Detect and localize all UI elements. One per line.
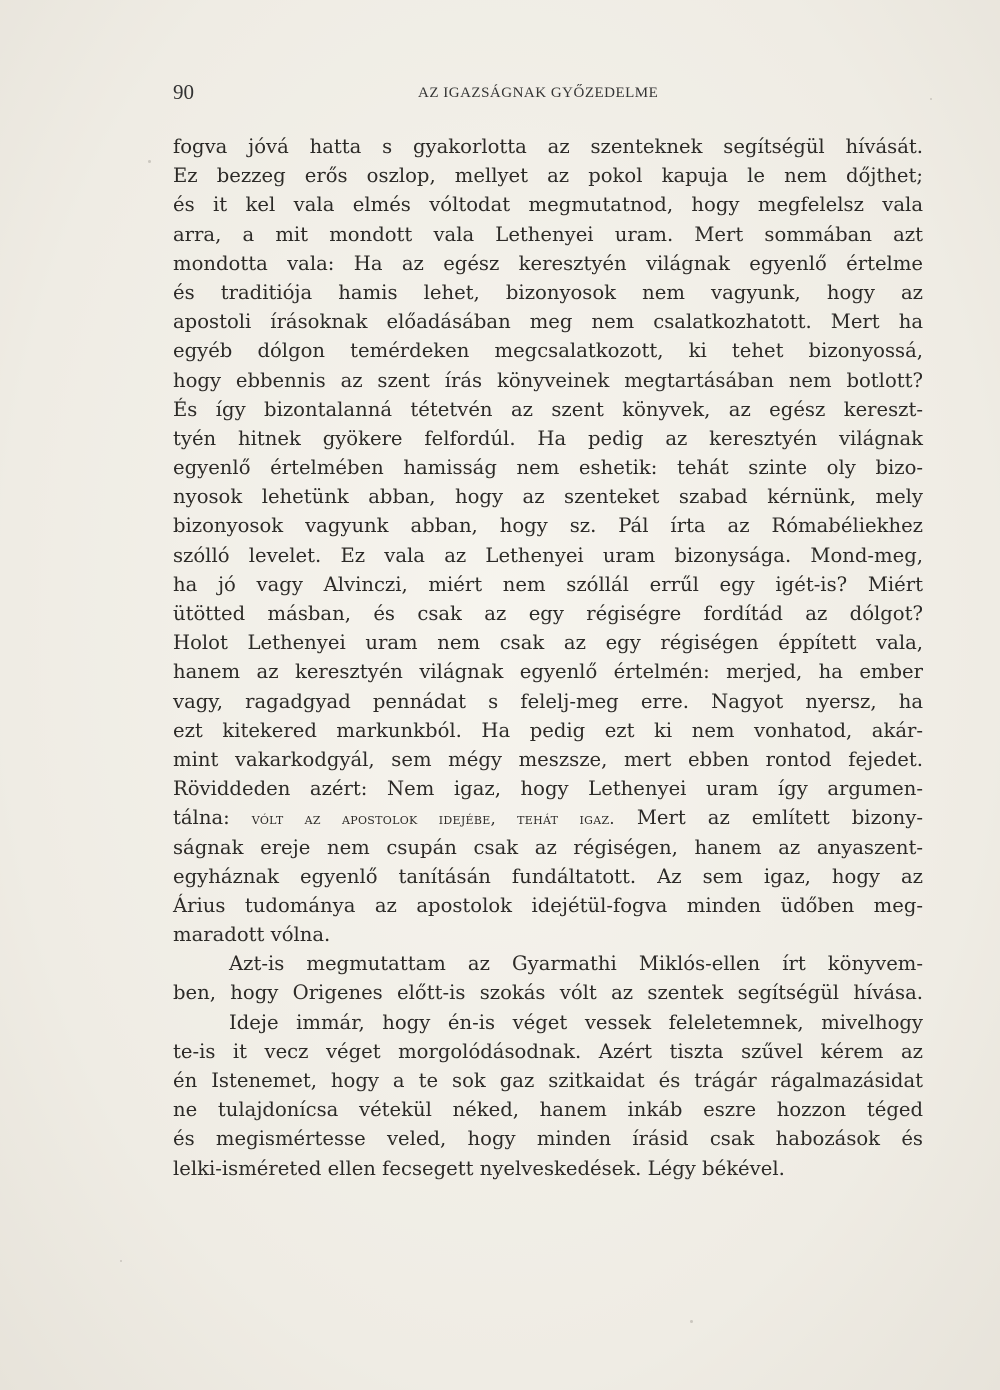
text-line: Ez bezzeg erős oszlop, mellyet az pokol kapuja le nem dőjthet; xyxy=(173,164,923,188)
text-line xyxy=(173,803,923,832)
text-line: arra, a mit mondott vala Lethenyei uram. Mert sommában azt xyxy=(173,222,923,246)
page-number: 90 xyxy=(173,80,194,104)
text-line: vagy, ragadgyad pennádat s felelj-meg erre. Nagyot nyersz, ha xyxy=(173,689,923,713)
text-line: ha jó vagy Alvinczi, miért nem szóllál errűl egy igét-is? Miért xyxy=(173,572,923,596)
text-segment: Mert az említett bizony- xyxy=(614,806,923,830)
text-line: és megismértesse veled, hogy minden írásid csak habozások és xyxy=(173,1127,923,1151)
print-speck xyxy=(148,160,151,163)
text-line: Árius tudománya az apostolok idejétül-fogva minden üdőben meg- xyxy=(173,893,923,917)
text-line: maradott vólna. xyxy=(173,923,331,947)
text-line: lelki-isméreted ellen fecsegett nyelveskedések. Légy békével. xyxy=(173,1156,785,1180)
print-speck xyxy=(930,98,932,100)
text-line: nyosok lehetünk abban, hogy az szenteket szabad kérnünk, mely xyxy=(173,485,923,509)
text-line: ságnak ereje nem csupán csak az régiségen, hanem az anyaszent- xyxy=(173,835,923,859)
print-speck xyxy=(690,1320,693,1323)
text-line: ezt kitekered markunkból. Ha pedig ezt ki nem vonhatod, akár- xyxy=(173,718,923,742)
text-line: Azt-is megmutattam az Gyarmathi Miklós-ellen írt könyvem- xyxy=(229,952,923,976)
text-line: és it kel vala elmés vóltodat megmutatnod, hogy megfelelsz vala xyxy=(173,193,923,217)
text-line: ütötted másban, és csak az egy régiségre fordítád az dólgot? xyxy=(173,602,923,625)
text-line: mint vakarkodgyál, sem mégy meszsze, mert ebben rontod fejedet. xyxy=(173,747,923,771)
text-line: egyenlő értelmében hamisság nem eshetik: tehát szinte oly bizo- xyxy=(173,456,923,480)
text-line: hogy ebbennis az szent írás könyveinek megtartásában nem botlott? xyxy=(173,368,923,392)
text-segment: tálna: xyxy=(173,806,252,830)
text-line: apostoli írásoknak előadásában meg nem csalatkozhatott. Mert ha xyxy=(173,310,923,334)
text-line: egyéb dólgon temérdeken megcsalatkozott, ki tehet bizonyossá, xyxy=(173,339,923,363)
page-header xyxy=(173,80,923,110)
text-line: te-is it vecz véget morgolódásodnak. Azért tiszta szűvel kérem az xyxy=(173,1039,923,1063)
text-line: én Istenemet, hogy a te sok gaz szitkaidat és trágár rágalmazásidat xyxy=(173,1069,923,1092)
text-line: egyháznak egyenlő tanításán fundáltatott. Az sem igaz, hogy az xyxy=(173,864,923,888)
text-line: fogva jóvá hatta s gyakorlotta az szenteknek segítségül hívását. xyxy=(173,135,923,158)
small-caps-quote: vólt az apostolok idejébe, tehát igaz. xyxy=(251,809,615,829)
text-line: És így bizontalanná tétetvén az szent könyvek, az egész kereszt- xyxy=(173,397,923,421)
text-line: bizonyosok vagyunk abban, hogy sz. Pál írta az Rómabéliekhez xyxy=(173,514,923,538)
text-line: Röviddeden azért: Nem igaz, hogy Lethenyei uram így argumen- xyxy=(173,777,923,801)
running-head: AZ IGAZSÁGNAK GYŐZEDELME xyxy=(418,85,659,101)
text-line: ben, hogy Origenes előtt-is szokás vólt az szentek segítségül hívása. xyxy=(173,981,923,1005)
text-line: szólló levelet. Ez vala az Lethenyei uram bizonysága. Mond-meg, xyxy=(173,543,923,567)
body-text xyxy=(173,132,923,1183)
text-line: tyén hitnek gyökere felfordúl. Ha pedig az keresztyén világnak xyxy=(173,426,923,450)
text-line: mondotta vala: Ha az egész keresztyén világnak egyenlő értelme xyxy=(173,251,923,275)
text-line: ne tulajdonícsa vétekül néked, hanem inkáb eszre hozzon téged xyxy=(173,1098,923,1122)
text-line: Holot Lethenyei uram nem csak az egy régiségen éppített vala, xyxy=(173,631,923,655)
text-line: Ideje immár, hogy én-is véget vessek feleletemnek, mivelhogy xyxy=(229,1010,923,1034)
text-line: és traditiója hamis lehet, bizonyosok nem vagyunk, hogy az xyxy=(173,280,923,304)
print-speck xyxy=(120,1260,122,1262)
text-line: hanem az keresztyén világnak egyenlő értelmén: merjed, ha ember xyxy=(173,660,923,684)
